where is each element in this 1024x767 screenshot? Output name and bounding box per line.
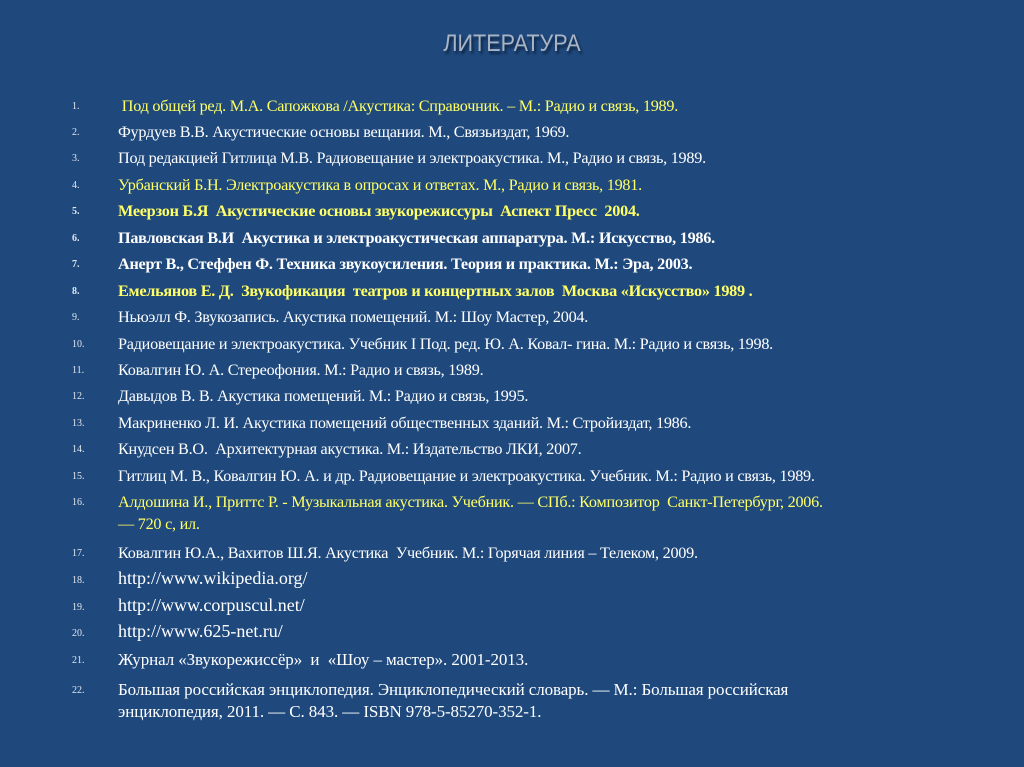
- item-number: 4.: [72, 180, 80, 191]
- item-number: 10.: [72, 339, 85, 350]
- item-text: Гитлиц М. В., Ковалгин Ю. А. и др. Радиовещание и электроакустика. Учебник. М.: Радио и связь, 1989.: [118, 467, 815, 485]
- item-number: 19.: [72, 602, 85, 613]
- item-text: Алдошина И., Приттс Р. - Музыкальная акустика. Учебник. — СПб.: Композитор Санкт-Петербург, 2006.: [118, 493, 823, 511]
- item-number: 21.: [72, 655, 85, 666]
- item-text: Емельянов Е. Д. Звукофикация театров и концертных залов Москва «Искусство» 1989 .: [118, 282, 753, 300]
- item-text: Меерзон Б.Я Акустические основы звукорежиссуры Аспект Пресс 2004.: [118, 202, 640, 220]
- item-number: 11.: [72, 365, 85, 376]
- item-text: Журнал «Звукорежиссёр» и «Шоу – мастер». 2001-2013.: [118, 650, 529, 669]
- item-number: 18.: [72, 575, 85, 586]
- item-number: 20.: [72, 628, 85, 639]
- item-number: 22.: [72, 685, 85, 696]
- item-number: 17.: [72, 548, 85, 559]
- item-number: 12.: [72, 391, 85, 402]
- item-text: Макриненко Л. И. Акустика помещений общественных зданий. М.: Стройиздат, 1986.: [118, 414, 692, 432]
- item-link[interactable]: http://www.corpuscul.net/: [118, 595, 305, 615]
- item-link[interactable]: http://www.625-net.ru/: [118, 621, 283, 641]
- item-number: 6.: [72, 233, 80, 244]
- item-number: 14.: [72, 444, 85, 455]
- item-text: Под редакцией Гитлица М.В. Радиовещание и электроакустика. М., Радио и связь, 1989.: [118, 149, 706, 167]
- item-text: Ковалгин Ю.А., Вахитов Ш.Я. Акустика Учебник. М.: Горячая линия – Телеком, 2009.: [118, 544, 698, 562]
- item-text: Ньюэлл Ф. Звукозапись. Акустика помещений. М.: Шоу Мастер, 2004.: [118, 308, 589, 326]
- item-text: Фурдуев В.В. Акустические основы вещания. М., Связьиздат, 1969.: [118, 123, 570, 141]
- item-number: 1.: [72, 101, 80, 112]
- item-link[interactable]: http://www.wikipedia.org/: [118, 568, 308, 588]
- item-text: Анерт В., Стеффен Ф. Техника звукоусиления. Теория и практика. М.: Эра, 2003.: [118, 255, 693, 273]
- page-title: ЛИТЕРАТУРА: [443, 30, 581, 57]
- item-text: Ковалгин Ю. А. Стереофония. М.: Радио и связь, 1989.: [118, 361, 484, 379]
- item-text: Павловская В.И Акустика и электроакустическая аппаратура. М.: Искусство, 1986.: [118, 229, 715, 247]
- item-number: 7.: [72, 259, 80, 270]
- item-text: Кнудсен В.О. Архитектурная акустика. М.: Издательство ЛКИ, 2007.: [118, 440, 582, 458]
- item-text-continued: — 720 с, ил.: [118, 515, 200, 533]
- item-number: 16.: [72, 497, 85, 508]
- item-text: Большая российская энциклопедия. Энциклопедический словарь. — М.: Большая российская: [118, 680, 789, 699]
- item-text: Урбанский Б.Н. Электроакустика в опросах и ответах. М., Радио и связь, 1981.: [118, 176, 642, 194]
- item-number: 3.: [72, 153, 80, 164]
- item-number: 2.: [72, 127, 80, 138]
- item-text: Под общей ред. М.А. Сапожкова /Акустика: Справочник. – М.: Радио и связь, 1989.: [118, 97, 679, 115]
- item-number: 8.: [72, 286, 80, 297]
- item-number: 15.: [72, 471, 85, 482]
- item-text: Радиовещание и электроакустика. Учебник I Под. ред. Ю. А. Ковал- гина. М.: Радио и связь, 1998.: [118, 335, 773, 353]
- item-number: 9.: [72, 312, 80, 323]
- item-number: 13.: [72, 418, 85, 429]
- item-text: Давыдов В. В. Акустика помещений. М.: Радио и связь, 1995.: [118, 387, 529, 405]
- item-text-continued: энциклопедия, 2011. — С. 843. — ISBN 978-5-85270-352-1.: [118, 702, 542, 721]
- item-number: 5.: [72, 206, 80, 217]
